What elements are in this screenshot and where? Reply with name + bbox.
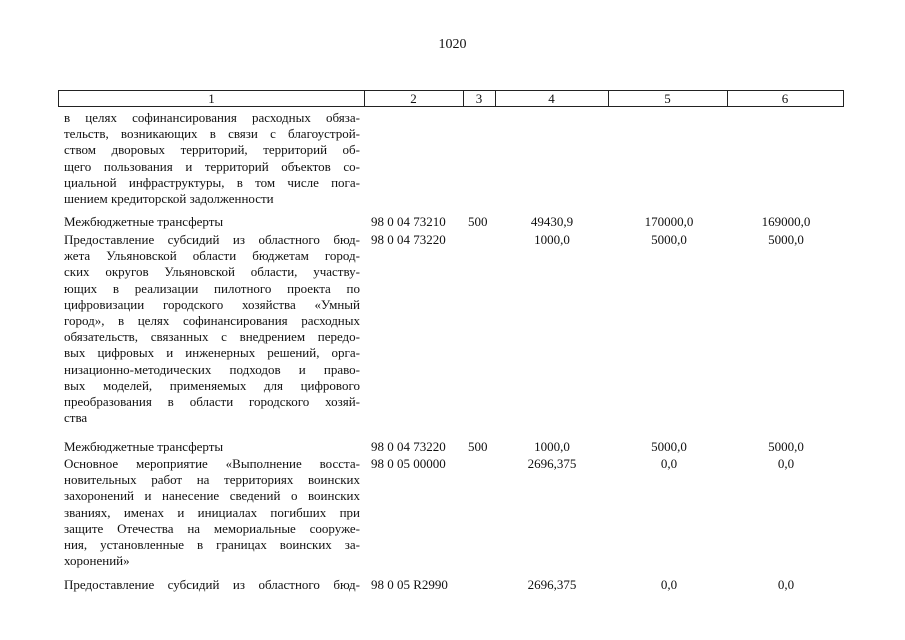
table-header — [58, 90, 844, 107]
row-description: в целях софинансирования расходных обяза- тельств, возникающих в связи с благоустрой- ством дворовых территорий, территорий об- щего пользования и территорий объектов со- циальной инфраструктуры, в том числе пога- шением кредиторской задолженности — [64, 110, 360, 207]
row-code: 98 0 05 00000 — [371, 456, 446, 471]
row-description: Основное мероприятие «Выполнение восста- новительных работ на территориях воинских захоронений и нанесение сведений о воинских званиях, именах и инициалах погибших при защите Отечества на мемориальные сооруже- ния, установленные в границах воинских за- хоронений» — [64, 456, 360, 569]
row-value-col6: 0,0 — [777, 456, 795, 471]
row-value-col4: 49430,9 — [530, 214, 574, 229]
row-code: 98 0 04 73210 — [371, 214, 446, 229]
row-value-col6: 0,0 — [777, 577, 795, 592]
row-value-col4: 2696,375 — [527, 456, 577, 471]
row-description: Предоставление субсидий из областного бюд- жета Ульяновской области бюджетам город- ских округов Ульяновской области, участву- ющих в реализации пилотного проекта по цифровизации городского хозяйства «Умный город», в целях софинансирования расходных обязательств, связанных с внедрением передо- вых цифровых и инженерных решений, орга- низационно-методических подходов и право- вых моделей, применяемых для цифрового преобразования в области городского хозяй- ства — [64, 232, 360, 426]
page-number: 1020 — [438, 37, 467, 52]
header-col-1: 1 — [59, 91, 365, 106]
row-value-col5: 170000,0 — [644, 214, 694, 229]
row-value-col6: 5000,0 — [768, 439, 804, 454]
row-vr: 500 — [468, 214, 488, 229]
row-value-col5: 0,0 — [660, 577, 678, 592]
row-description: Межбюджетные трансферты — [64, 439, 224, 454]
header-col-4: 4 — [495, 91, 609, 106]
row-code: 98 0 04 73220 — [371, 232, 446, 247]
row-description: Межбюджетные трансферты — [64, 214, 224, 229]
header-col-3: 3 — [463, 91, 496, 106]
header-col-5: 5 — [608, 91, 728, 106]
row-value-col5: 0,0 — [660, 456, 678, 471]
row-code: 98 0 04 73220 — [371, 439, 446, 454]
row-value-col6: 5000,0 — [768, 232, 804, 247]
row-description: Предоставление субсидий из областного бюд- — [64, 577, 360, 592]
header-col-6: 6 — [781, 91, 789, 106]
row-value-col4: 1000,0 — [534, 439, 570, 454]
row-code: 98 0 05 R2990 — [371, 577, 448, 592]
row-vr: 500 — [468, 439, 488, 454]
row-value-col6: 169000,0 — [761, 214, 811, 229]
row-value-col5: 5000,0 — [651, 232, 687, 247]
row-value-col4: 1000,0 — [534, 232, 570, 247]
row-value-col4: 2696,375 — [527, 577, 577, 592]
row-value-col5: 5000,0 — [651, 439, 687, 454]
header-col-2: 2 — [364, 91, 464, 106]
